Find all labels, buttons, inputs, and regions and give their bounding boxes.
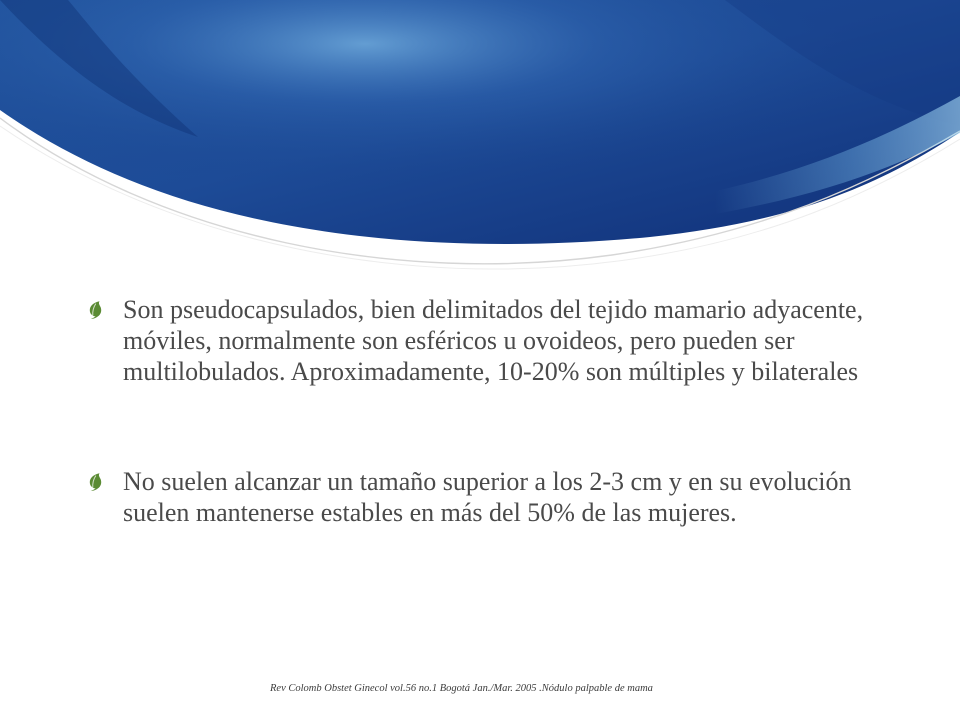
source-citation: Rev Colomb Obstet Ginecol vol.56 no.1 Bogotá Jan./Mar. 2005 .Nódulo palpable de mama — [270, 683, 653, 694]
leaf-icon — [88, 300, 102, 320]
content-bullet-list — [88, 294, 878, 528]
bullet-item — [88, 466, 878, 528]
blue-header-wave — [0, 0, 960, 300]
bullet-text: Son pseudocapsulados, bien delimitados del tejido mamario adyacente, móviles, normalmente son esféricos u ovoideos, pero pueden ser multilobulados. Aproximadamente, 10-20% son múltiples y bilaterales — [123, 295, 864, 386]
bullet-item — [88, 294, 878, 387]
leaf-icon — [88, 472, 102, 492]
bullet-text: No suelen alcanzar un tamaño superior a los 2-3 cm y en su evolución suelen mantenerse estables en más del 50% de las mujeres. — [123, 467, 852, 527]
